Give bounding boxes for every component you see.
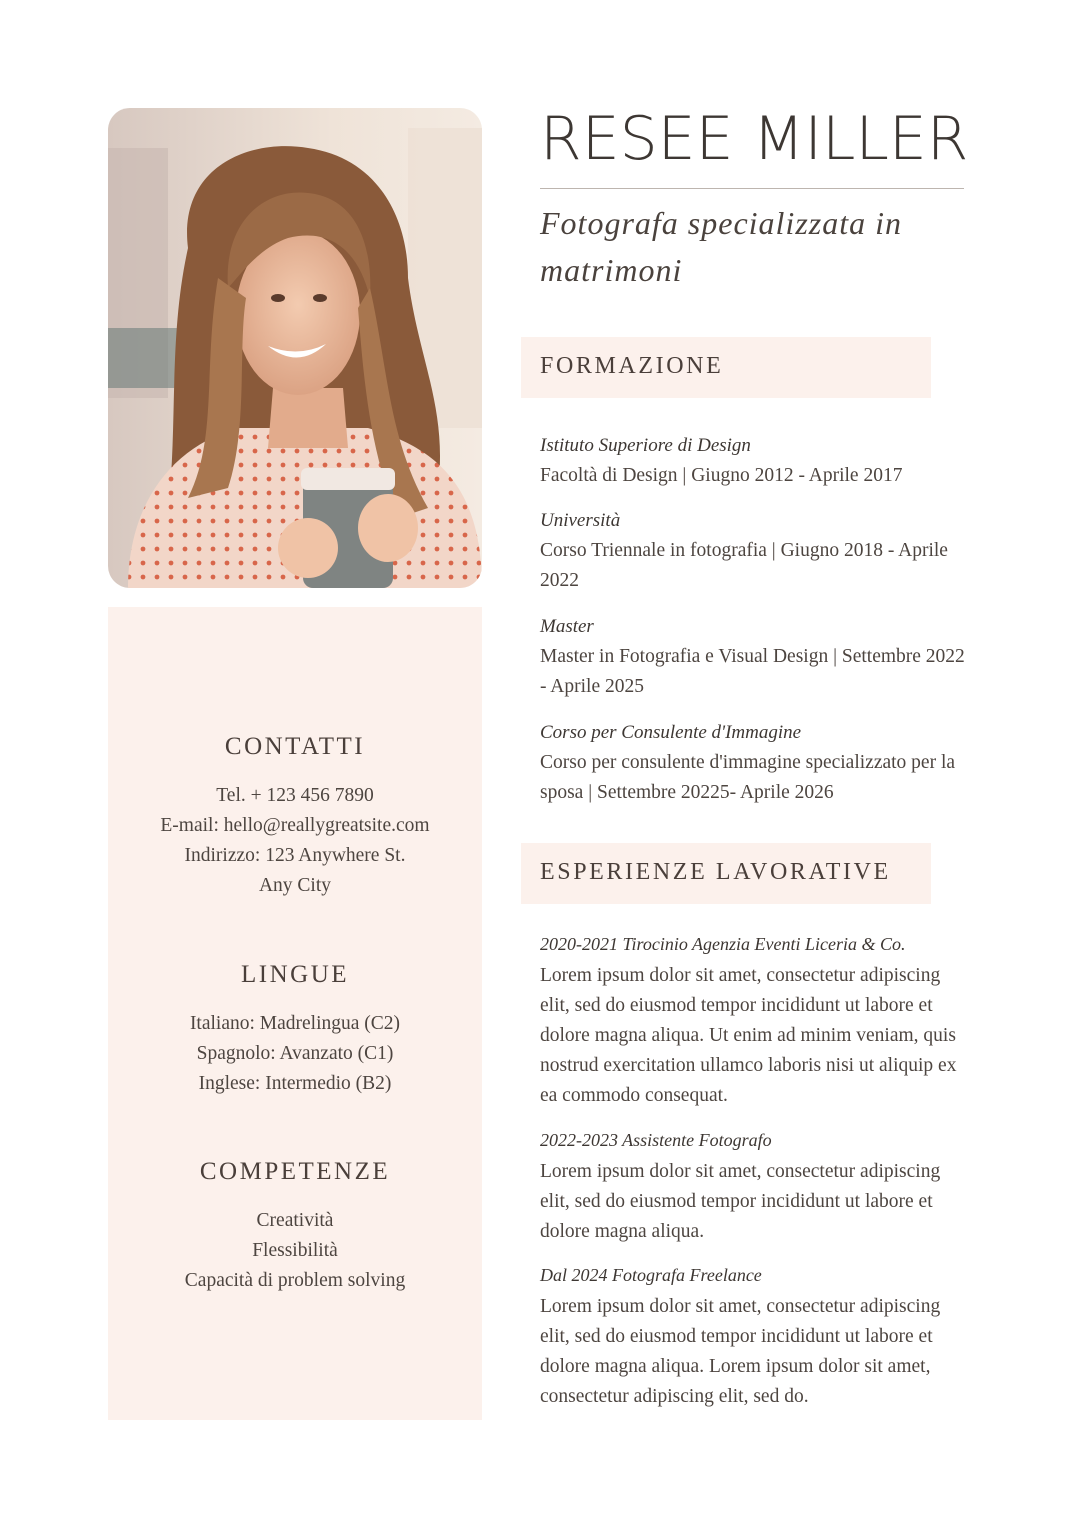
- education-heading-band: [521, 337, 931, 398]
- experience-entry-text: Lorem ipsum dolor sit amet, consectetur adipiscing elit, sed do eiusmod tempor incididunt ut labore et dolore magna aliqua.: [540, 1161, 941, 1242]
- contacts-section: [108, 733, 482, 901]
- education-entry: [540, 614, 972, 702]
- education-entry-text: Corso per consulente d'immagine specializzato per la sposa | Settembre 20225- Aprile 2026: [540, 752, 956, 803]
- languages-section: [108, 961, 482, 1099]
- experience-entry-text: Lorem ipsum dolor sit amet, consectetur adipiscing elit, sed do eiusmod tempor incididunt ut labore et dolore magna aliqua. Ut enim ad minim veniam, quis nostrud exercitation ullamco laboris nisi ut aliquip ex ea commodo consequat.: [540, 965, 957, 1106]
- language-item: Inglese: Intermedio (B2): [198, 1073, 392, 1094]
- languages-heading: LINGUE: [240, 961, 350, 988]
- language-item: Spagnolo: Avanzato (C1): [196, 1043, 394, 1064]
- name-divider: [540, 188, 964, 189]
- profile-photo: [108, 108, 482, 588]
- education-entry-text: Master in Fotografia e Visual Design | Settembre 2022 - Aprile 2025: [540, 646, 965, 697]
- education-entry: [540, 508, 972, 596]
- experience-entry: [540, 1262, 972, 1412]
- contacts-heading: CONTATTI: [224, 733, 366, 760]
- person-name: RESEE MILLER: [540, 104, 969, 174]
- sidebar-panel: [108, 607, 482, 1420]
- experience-heading-band: [521, 843, 931, 904]
- education-entry: [540, 433, 972, 491]
- experience-entry: [540, 931, 972, 1111]
- skill-item: Capacità di problem solving: [184, 1270, 406, 1291]
- experience-entry-title: Dal 2024 Fotografa Freelance: [540, 1265, 762, 1285]
- education-entry-title: Corso per Consulente d'Immagine: [540, 722, 802, 743]
- skill-item: Flessibilità: [252, 1240, 338, 1261]
- education-heading: FORMAZIONE: [540, 353, 724, 379]
- contact-address: Indirizzo: 123 Anywhere St.: [184, 845, 406, 866]
- education-entry-text: Corso Triennale in fotografia | Giugno 2018 - Aprile 2022: [540, 540, 948, 591]
- language-item: Italiano: Madrelingua (C2): [189, 1013, 401, 1034]
- contact-phone: Tel. + 123 456 7890: [216, 785, 374, 806]
- experience-entry-title: 2022-2023 Assistente Fotografo: [540, 1130, 772, 1150]
- education-entry-title: Istituto Superiore di Design: [540, 435, 751, 456]
- education-entry-title: Università: [540, 510, 621, 531]
- skills-heading: COMPETENZE: [199, 1158, 391, 1185]
- contact-city: Any City: [258, 875, 332, 896]
- education-entry-text: Facoltà di Design | Giugno 2012 - Aprile 2017: [540, 465, 903, 486]
- experience-heading: ESPERIENZE LAVORATIVE: [540, 859, 891, 885]
- education-entry-title: Master: [540, 616, 594, 637]
- contact-email: E-mail: hello@reallygreatsite.com: [160, 815, 430, 836]
- experience-entry-text: Lorem ipsum dolor sit amet, consectetur adipiscing elit, sed do eiusmod tempor incididunt ut labore et dolore magna aliqua. Lorem ipsum dolor sit amet, consectetur adipiscing elit, sed do.: [540, 1296, 941, 1407]
- skill-item: Creatività: [256, 1210, 334, 1231]
- skills-section: [108, 1158, 482, 1296]
- education-entry: [540, 720, 972, 808]
- experience-entry: [540, 1127, 972, 1247]
- experience-entry-title: 2020-2021 Tirocinio Agenzia Eventi Liceria & Co.: [540, 934, 906, 954]
- job-subtitle: Fotografa specializzata in matrimoni: [540, 205, 902, 288]
